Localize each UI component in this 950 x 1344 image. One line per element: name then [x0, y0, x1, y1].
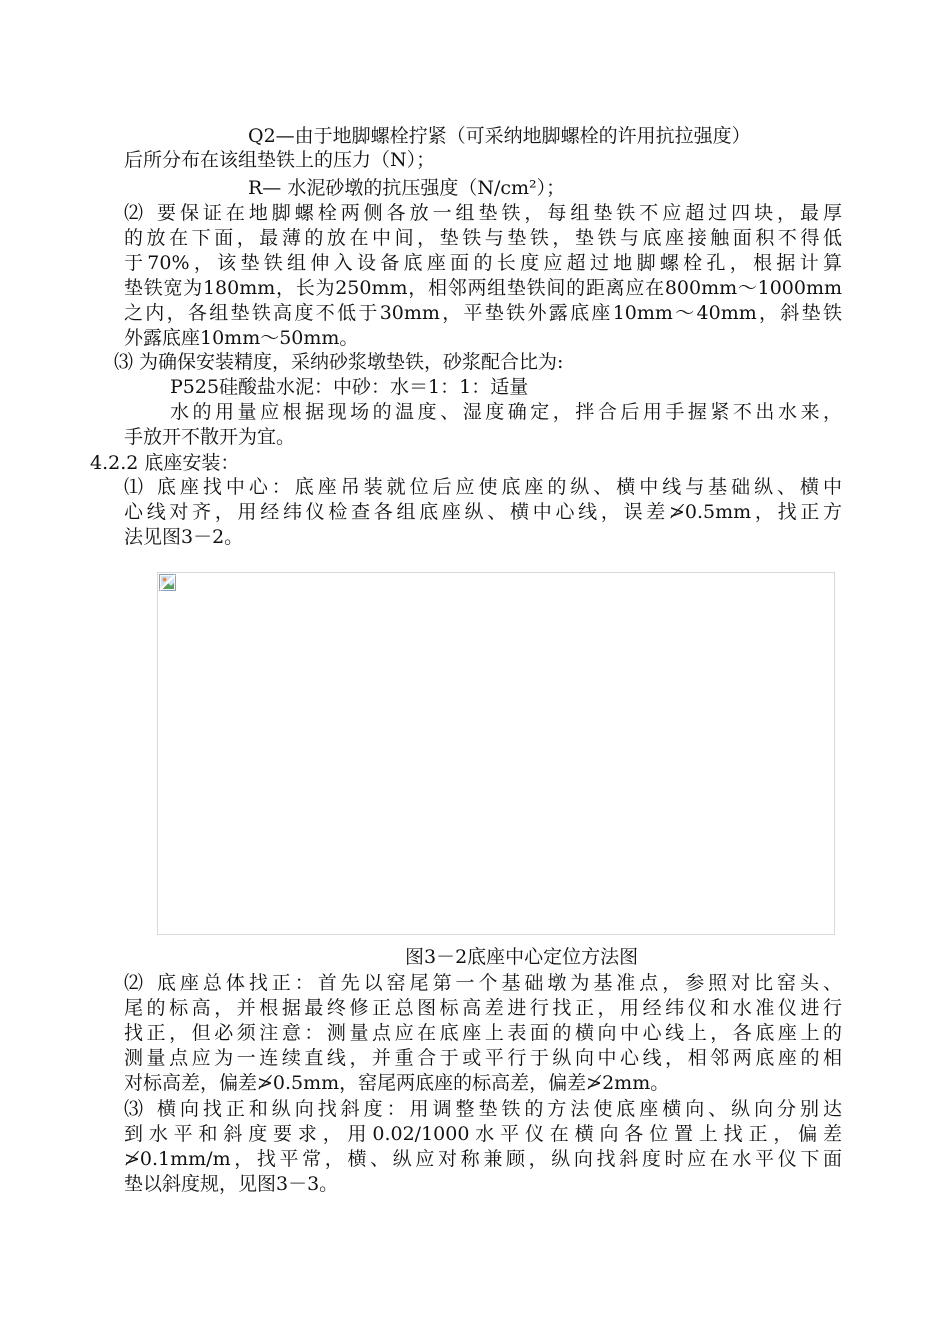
base-item2-line-1: ⑵ 底座总体找正：首先以窑尾第一个基础墩为基准点，参照对比窑头、 [124, 972, 842, 994]
base-item3-line-2: 到水平和斜度要求，用0.02/1000水平仪在横向各位置上找正，偏差 [124, 1123, 842, 1145]
water-note-line-1: 水的用量应根据现场的温度、湿度确定，拌合后用手握紧不出水来， [170, 401, 842, 423]
base-item1-line-1: ⑴ 底座找中心：底座吊装就位后应使底座的纵、横中线与基础纵、横中 [124, 476, 842, 498]
base-item2-line-2: 尾的标高，并根据最终修正总图标高差进行找正，用经纬仪和水准仪进行 [124, 997, 842, 1019]
figure-image-placeholder [157, 572, 835, 935]
base-item2-line-5: 对标高差，偏差≯0.5mm，窑尾两底座的标高差，偏差≯2mm。 [124, 1072, 670, 1094]
base-item1-line-2: 心线对齐，用经纬仪检查各组底座纵、横中心线，误差≯0.5mm，找正方 [124, 501, 842, 523]
item2-line-4: 垫铁宽为180mm，长为250mm，相邻两组垫铁间的距离应在800mm～1000mm [124, 277, 842, 299]
q2-definition-line-2: 后所分布在该组垫铁上的压力（N）； [124, 149, 436, 171]
broken-image-icon [159, 574, 176, 591]
base-item3-line-3: ≯0.1mm/m，找平常，横、纵应对称兼顾，纵向找斜度时应在水平仪下面 [124, 1148, 842, 1170]
item2-line-2: 的放在下面，最薄的放在中间，垫铁与垫铁，垫铁与底座接触面积不得低 [124, 227, 842, 249]
q2-definition-line-1: Q2—由于地脚螺栓拧紧（可采纳地脚螺栓的许用抗拉强度） [248, 125, 751, 147]
section-heading: 4.2.2 底座安装： [90, 452, 240, 474]
item2-line-3: 于70%，该垫铁组伸入设备底座面的长度应超过地脚螺栓孔，根据计算 [124, 252, 842, 274]
water-note-line-2: 手放开不散开为宜。 [124, 426, 296, 448]
base-item2-line-3: 找正，但必须注意：测量点应在底座上表面的横向中心线上，各底座上的 [124, 1022, 842, 1044]
item3-line: ⑶ 为确保安装精度，采纳砂浆墩垫铁，砂浆配合比为: [114, 351, 564, 373]
figure-caption: 图3－2底座中心定位方法图 [405, 946, 639, 968]
base-item1-line-3: 法见图3－2。 [124, 526, 244, 548]
base-item3-line-1: ⑶ 横向找正和纵向找斜度：用调整垫铁的方法使底座横向、纵向分别达 [124, 1098, 842, 1120]
mix-ratio-line: P525硅酸盐水泥：中砂：水＝1：1：适量 [170, 376, 529, 398]
item2-line-6: 外露底座10mm～50mm。 [124, 327, 359, 349]
r-definition: R— 水泥砂墩的抗压强度（N/cm²）； [248, 177, 566, 199]
item2-line-1: ⑵ 要保证在地脚螺栓两侧各放一组垫铁，每组垫铁不应超过四块，最厚 [124, 202, 842, 224]
item2-line-5: 之内，各组垫铁高度不低于30mm，平垫铁外露底座10mm～40mm，斜垫铁 [124, 302, 842, 324]
base-item2-line-4: 测量点应为一连续直线，并重合于或平行于纵向中心线，相邻两底座的相 [124, 1047, 842, 1069]
base-item3-line-4: 垫以斜度规，见图3－3。 [124, 1173, 339, 1195]
